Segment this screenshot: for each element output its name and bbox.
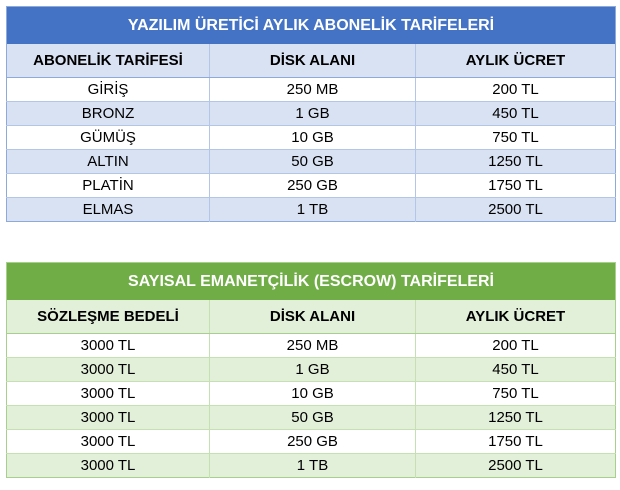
table-row: [7, 334, 616, 358]
column-header-fee: AYLIK ÜCRET: [416, 300, 616, 334]
disk-cell: 50 GB: [210, 406, 416, 430]
disk-cell: 1 GB: [210, 102, 416, 126]
contract-cell: 3000 TL: [7, 382, 210, 406]
table-row: [7, 358, 616, 382]
disk-cell: 50 GB: [210, 150, 416, 174]
table-header-row: [7, 44, 616, 78]
software-tariff-table: [6, 6, 616, 222]
column-header-contract: SÖZLEŞME BEDELİ: [7, 300, 210, 334]
column-header-disk: DİSK ALANI: [210, 44, 416, 78]
disk-cell: 250 MB: [210, 78, 416, 102]
disk-cell: 1 TB: [210, 454, 416, 478]
disk-cell: 10 GB: [210, 382, 416, 406]
table-title-row: [7, 7, 616, 45]
fee-cell: 750 TL: [416, 382, 616, 406]
software-table-title: YAZILIM ÜRETİCİ AYLIK ABONELİK TARİFELERİ: [7, 7, 616, 45]
plan-cell: ELMAS: [7, 198, 210, 222]
table-row: [7, 198, 616, 222]
table-row: [7, 78, 616, 102]
contract-cell: 3000 TL: [7, 430, 210, 454]
table-row: [7, 150, 616, 174]
contract-cell: 3000 TL: [7, 358, 210, 382]
fee-cell: 450 TL: [416, 102, 616, 126]
disk-cell: 250 MB: [210, 334, 416, 358]
plan-cell: ALTIN: [7, 150, 210, 174]
disk-cell: 250 GB: [210, 430, 416, 454]
contract-cell: 3000 TL: [7, 454, 210, 478]
table-row: [7, 430, 616, 454]
plan-cell: GÜMÜŞ: [7, 126, 210, 150]
column-header-plan: ABONELİK TARİFESİ: [7, 44, 210, 78]
disk-cell: 1 GB: [210, 358, 416, 382]
disk-cell: 10 GB: [210, 126, 416, 150]
contract-cell: 3000 TL: [7, 334, 210, 358]
disk-cell: 1 TB: [210, 198, 416, 222]
fee-cell: 1250 TL: [416, 406, 616, 430]
fee-cell: 2500 TL: [416, 454, 616, 478]
fee-cell: 2500 TL: [416, 198, 616, 222]
plan-cell: PLATİN: [7, 174, 210, 198]
plan-cell: GİRİŞ: [7, 78, 210, 102]
escrow-tariff-table: [6, 262, 616, 478]
table-row: [7, 174, 616, 198]
fee-cell: 750 TL: [416, 126, 616, 150]
column-header-fee: AYLIK ÜCRET: [416, 44, 616, 78]
column-header-disk: DİSK ALANI: [210, 300, 416, 334]
table-title-row: [7, 263, 616, 301]
table-row: [7, 126, 616, 150]
disk-cell: 250 GB: [210, 174, 416, 198]
escrow-table-title: SAYISAL EMANETÇİLİK (ESCROW) TARİFELERİ: [7, 263, 616, 301]
fee-cell: 1750 TL: [416, 430, 616, 454]
fee-cell: 1250 TL: [416, 150, 616, 174]
table-row: [7, 454, 616, 478]
table-row: [7, 406, 616, 430]
table-row: [7, 102, 616, 126]
fee-cell: 450 TL: [416, 358, 616, 382]
table-row: [7, 382, 616, 406]
table-header-row: [7, 300, 616, 334]
plan-cell: BRONZ: [7, 102, 210, 126]
contract-cell: 3000 TL: [7, 406, 210, 430]
fee-cell: 200 TL: [416, 78, 616, 102]
fee-cell: 1750 TL: [416, 174, 616, 198]
fee-cell: 200 TL: [416, 334, 616, 358]
